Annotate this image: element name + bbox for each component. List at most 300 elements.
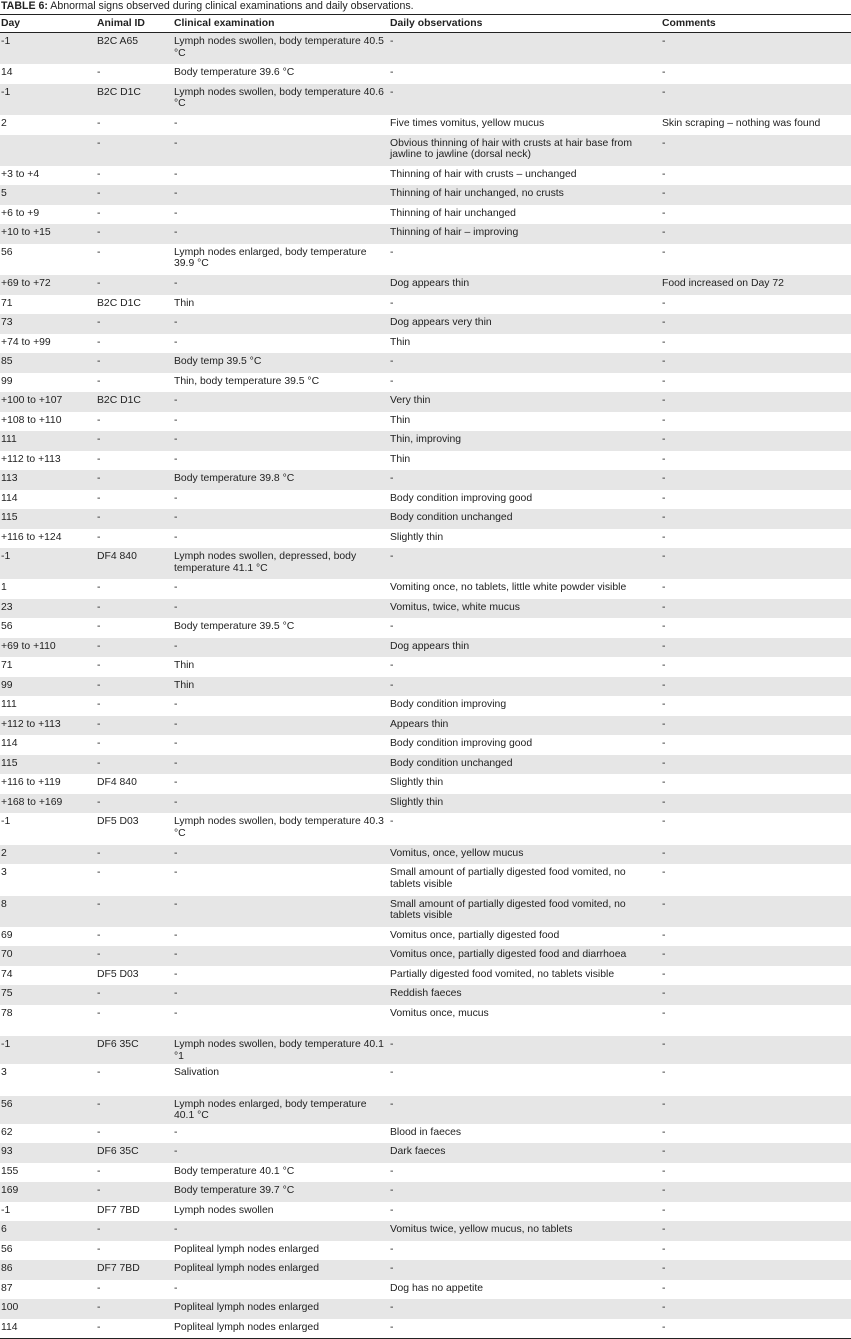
header-clinical-examination: Clinical examination [173, 15, 389, 33]
table-row [0, 896, 851, 927]
table-row [0, 295, 851, 315]
cell-animal-id: - [97, 738, 101, 750]
cell-animal-id: - [96, 135, 173, 166]
cell-day: 1 [1, 582, 7, 594]
cell-comments: - [662, 1126, 666, 1138]
cell-daily-observations: Slightly thin [390, 531, 444, 543]
table-row [0, 1280, 851, 1300]
cell-clinical-examination: Lymph nodes swollen, body temperature 40.3 °C [174, 816, 384, 840]
cell-day: 99 [1, 375, 13, 387]
cell-comments: - [662, 968, 666, 980]
cell-animal-id: - [97, 867, 101, 879]
cell-daily-observations: Thinning of hair with crusts – unchanged [390, 168, 577, 180]
table-row [0, 774, 851, 794]
cell-comments: - [662, 207, 666, 219]
cell-day: +6 to +9 [1, 207, 40, 219]
cell-comments: - [661, 845, 851, 865]
cell-animal-id: - [97, 1067, 101, 1079]
cell-day: 114 [1, 492, 18, 504]
cell-day: 3 [1, 867, 7, 879]
cell-clinical-examination: Lymph nodes enlarged, body temperature 40.1 °C [173, 1096, 389, 1124]
cell-daily-observations: - [390, 816, 394, 828]
cell-animal-id: - [96, 353, 173, 373]
cell-animal-id: - [96, 794, 173, 814]
table-row [0, 794, 851, 814]
table-row [0, 64, 851, 84]
cell-daily-observations: - [389, 1260, 661, 1280]
table-row [0, 548, 851, 579]
cell-animal-id: B2C D1C [96, 84, 173, 115]
cell-comments: - [661, 509, 851, 529]
cell-comments: - [662, 816, 666, 828]
table-row [0, 1319, 851, 1339]
cell-animal-id: - [96, 509, 173, 529]
cell-day: +3 to +4 [1, 168, 40, 180]
cell-daily-observations: Reddish faeces [389, 985, 661, 1005]
cell-comments: - [662, 453, 666, 465]
table-row [0, 657, 851, 677]
cell-daily-observations: - [389, 677, 661, 697]
cell-day: 99 [0, 677, 96, 697]
table-row [0, 1260, 851, 1280]
cell-day: +108 to +110 [1, 414, 62, 426]
cell-daily-observations: - [390, 1243, 394, 1255]
cell-daily-observations: Slightly thin [389, 794, 661, 814]
table-caption [0, 0, 851, 14]
cell-clinical-examination: Body temp 39.5 °C [173, 353, 389, 373]
cell-animal-id: - [96, 1096, 173, 1124]
header-row [0, 15, 851, 33]
cell-clinical-examination: Popliteal lymph nodes enlarged [174, 1321, 319, 1333]
cell-day: 115 [0, 509, 96, 529]
cell-daily-observations: - [390, 375, 394, 387]
cell-day: 113 [0, 470, 96, 490]
cell-daily-observations: - [389, 1036, 661, 1064]
cell-daily-observations: Thinning of hair – improving [389, 224, 661, 244]
table-row [0, 1064, 851, 1095]
table-row [0, 244, 851, 275]
table-row [0, 1241, 851, 1261]
table-row [0, 334, 851, 354]
cell-comments: - [661, 1221, 851, 1241]
cell-animal-id: - [97, 336, 101, 348]
cell-comments: - [662, 1243, 666, 1255]
cell-clinical-examination: - [174, 1007, 178, 1019]
cell-animal-id: - [96, 677, 173, 697]
cell-clinical-examination: - [174, 118, 178, 130]
cell-daily-observations: Vomitus, twice, white mucus [389, 599, 661, 619]
table-caption-label: TABLE 6: [1, 0, 48, 12]
cell-day: 3 [1, 1067, 7, 1079]
cell-clinical-examination: Body temperature 39.5 °C [174, 621, 295, 633]
cell-daily-observations: Dog appears thin [389, 638, 661, 658]
cell-animal-id: - [97, 118, 101, 130]
cell-day: 169 [0, 1182, 96, 1202]
cell-daily-observations: - [390, 1321, 394, 1333]
cell-clinical-examination: Thin [174, 297, 195, 309]
table-row [0, 677, 851, 697]
cell-clinical-examination: Thin, body temperature 39.5 °C [174, 375, 320, 387]
cell-day: 56 [1, 621, 13, 633]
cell-comments: - [662, 621, 666, 633]
cell-day: +10 to +15 [0, 224, 96, 244]
cell-clinical-examination: - [173, 314, 389, 334]
table-row [0, 224, 851, 244]
cell-day: 86 [0, 1260, 96, 1280]
table-row [0, 185, 851, 205]
cell-daily-observations: Dog appears very thin [389, 314, 661, 334]
cell-animal-id: - [96, 845, 173, 865]
cell-comments: - [661, 1036, 851, 1064]
cell-comments: - [661, 185, 851, 205]
cell-clinical-examination: Lymph nodes swollen, depressed, body temperature 41.1 °C [173, 548, 389, 579]
cell-daily-observations: - [389, 548, 661, 579]
cell-daily-observations: Five times vomitus, yellow mucus [390, 118, 545, 130]
cell-clinical-examination: - [173, 431, 389, 451]
cell-day: +74 to +99 [1, 336, 51, 348]
cell-clinical-examination: Thin [173, 677, 389, 697]
cell-comments: - [661, 677, 851, 697]
cell-daily-observations: Vomitus once, partially digested food [390, 929, 560, 941]
table-row [0, 985, 851, 1005]
cell-daily-observations: - [389, 84, 661, 115]
cell-animal-id: DF6 35C [96, 1036, 173, 1064]
cell-clinical-examination: - [174, 582, 178, 594]
cell-animal-id: - [97, 168, 101, 180]
cell-daily-observations: Appears thin [389, 716, 661, 736]
table-row [0, 966, 851, 986]
cell-day: 23 [0, 599, 96, 619]
cell-comments: - [662, 336, 666, 348]
table-row [0, 412, 851, 432]
cell-comments: - [661, 224, 851, 244]
cell-animal-id: - [97, 660, 101, 672]
cell-daily-observations: Vomitus, once, yellow mucus [389, 845, 661, 865]
cell-comments: - [662, 246, 666, 258]
cell-daily-observations: Vomitus twice, yellow mucus, no tablets [389, 1221, 661, 1241]
observations-table [0, 14, 851, 1339]
cell-comments: - [662, 699, 666, 711]
cell-daily-observations: Body condition unchanged [389, 755, 661, 775]
cell-animal-id: - [96, 638, 173, 658]
cell-clinical-examination: - [173, 985, 389, 1005]
cell-day: 56 [1, 1243, 13, 1255]
cell-day: 87 [1, 1282, 13, 1294]
cell-day [0, 135, 96, 166]
table-row [0, 275, 851, 295]
cell-daily-observations: - [389, 1096, 661, 1124]
table-row [0, 166, 851, 186]
cell-comments: - [662, 1204, 666, 1216]
cell-daily-observations: Slightly thin [390, 777, 444, 789]
cell-daily-observations: Obvious thinning of hair with crusts at hair base from jawline to jawline (dorsal neck) [389, 135, 661, 166]
cell-comments: - [662, 375, 666, 387]
cell-day: 62 [1, 1126, 13, 1138]
cell-animal-id: - [97, 453, 101, 465]
cell-clinical-examination: - [173, 794, 389, 814]
cell-clinical-examination: Body temperature 39.7 °C [173, 1182, 389, 1202]
cell-clinical-examination: - [174, 777, 178, 789]
table-header [0, 15, 851, 33]
cell-clinical-examination: - [173, 135, 389, 166]
cell-animal-id: - [97, 531, 101, 543]
cell-comments: - [662, 1282, 666, 1294]
cell-daily-observations: Small amount of partially digested food vomited, no tablets visible [390, 867, 626, 890]
cell-daily-observations: Vomiting once, no tablets, little white powder visible [390, 582, 627, 594]
cell-day: +116 to +124 [1, 531, 62, 543]
cell-daily-observations: Thin, improving [389, 431, 661, 451]
cell-comments: - [661, 548, 851, 579]
cell-daily-observations: Body condition improving good [390, 492, 533, 504]
cell-day: +69 to +110 [0, 638, 96, 658]
cell-clinical-examination: - [173, 638, 389, 658]
table-row [0, 509, 851, 529]
cell-animal-id: - [97, 929, 101, 941]
table-row [0, 1096, 851, 1124]
cell-day: +100 to +107 [0, 392, 96, 412]
cell-clinical-examination: - [174, 1282, 178, 1294]
cell-daily-observations: - [389, 470, 661, 490]
table-row [0, 529, 851, 549]
table-row [0, 579, 851, 599]
cell-day: 114 [1, 1321, 18, 1333]
cell-day: 70 [0, 946, 96, 966]
cell-day: 56 [0, 1096, 96, 1124]
cell-animal-id: - [96, 431, 173, 451]
cell-day: 2 [1, 118, 7, 130]
cell-clinical-examination: Body temperature 39.8 °C [173, 470, 389, 490]
cell-day: +112 to +113 [0, 716, 96, 736]
cell-clinical-examination: - [173, 275, 389, 295]
cell-day: 6 [0, 1221, 96, 1241]
cell-clinical-examination: - [173, 896, 389, 927]
table-row [0, 1005, 851, 1036]
cell-animal-id: DF4 840 [96, 548, 173, 579]
cell-animal-id: - [96, 1299, 173, 1319]
cell-daily-observations: Thin [390, 414, 411, 426]
cell-day: +116 to +119 [1, 777, 61, 789]
cell-comments: - [662, 660, 666, 672]
cell-clinical-examination: Body temperature 40.1 °C [174, 1165, 295, 1177]
table-row [0, 1143, 851, 1163]
cell-daily-observations: - [390, 246, 394, 258]
cell-comments: - [662, 1007, 666, 1019]
cell-clinical-examination: - [174, 1126, 178, 1138]
cell-day: 2 [0, 845, 96, 865]
cell-day: 85 [0, 353, 96, 373]
table-row [0, 716, 851, 736]
cell-clinical-examination: - [173, 509, 389, 529]
cell-animal-id: - [96, 896, 173, 927]
cell-animal-id: - [96, 185, 173, 205]
cell-daily-observations: Dog has no appetite [390, 1282, 484, 1294]
cell-day: -1 [0, 548, 96, 579]
cell-day: -1 [1, 816, 11, 828]
cell-comments: - [662, 582, 666, 594]
cell-daily-observations: Dark faeces [389, 1143, 661, 1163]
table-row [0, 392, 851, 412]
cell-comments: - [662, 414, 666, 426]
cell-comments: - [662, 531, 666, 543]
cell-clinical-examination: Thin [174, 660, 195, 672]
table-row [0, 1124, 851, 1144]
cell-animal-id: - [97, 1165, 101, 1177]
cell-animal-id: - [97, 582, 101, 594]
cell-clinical-examination: - [173, 716, 389, 736]
cell-day: 74 [1, 968, 13, 980]
cell-clinical-examination: - [174, 531, 178, 543]
table-caption-text: Abnormal signs observed during clinical examinations and daily observations. [47, 0, 414, 12]
cell-clinical-examination: - [173, 224, 389, 244]
cell-daily-observations: - [390, 1204, 394, 1216]
cell-animal-id: - [97, 621, 101, 633]
table-row [0, 470, 851, 490]
table-row [0, 813, 851, 844]
cell-animal-id: - [96, 275, 173, 295]
table-row [0, 115, 851, 135]
cell-animal-id: B2C A65 [96, 33, 173, 65]
cell-animal-id: - [97, 1007, 101, 1019]
table-row [0, 1036, 851, 1064]
cell-animal-id: - [96, 599, 173, 619]
cell-day: -1 [0, 84, 96, 115]
cell-clinical-examination: Popliteal lymph nodes enlarged [173, 1260, 389, 1280]
cell-animal-id: DF5 D03 [97, 968, 139, 980]
cell-comments: - [662, 67, 666, 79]
cell-clinical-examination: Lymph nodes swollen [174, 1204, 274, 1216]
cell-clinical-examination: Salivation [174, 1067, 220, 1079]
cell-daily-observations: Thinning of hair unchanged [390, 207, 516, 219]
cell-daily-observations: - [389, 1182, 661, 1202]
cell-day: 71 [1, 297, 13, 309]
cell-animal-id: - [97, 699, 101, 711]
cell-daily-observations: Body condition unchanged [389, 509, 661, 529]
cell-comments: - [662, 777, 666, 789]
table-row [0, 618, 851, 638]
cell-comments: - [661, 84, 851, 115]
cell-clinical-examination: - [174, 168, 178, 180]
cell-daily-observations: - [390, 621, 394, 633]
cell-clinical-examination: - [173, 755, 389, 775]
table-row [0, 431, 851, 451]
cell-comments: - [661, 755, 851, 775]
cell-daily-observations: - [389, 33, 661, 65]
cell-comments: - [662, 1165, 666, 1177]
cell-comments: Food increased on Day 72 [661, 275, 851, 295]
cell-daily-observations: - [390, 1165, 394, 1177]
cell-comments: - [662, 867, 666, 879]
cell-comments: - [661, 135, 851, 166]
cell-clinical-examination: - [173, 1221, 389, 1241]
cell-clinical-examination: - [173, 1143, 389, 1163]
cell-animal-id: - [97, 414, 101, 426]
cell-day: -1 [0, 33, 96, 65]
cell-day: 71 [1, 660, 13, 672]
cell-clinical-examination: Body temperature 39.6 °C [174, 67, 295, 79]
cell-animal-id: DF5 D03 [97, 816, 139, 828]
cell-daily-observations: Blood in faeces [390, 1126, 462, 1138]
cell-animal-id: DF7 7BD [97, 1204, 140, 1216]
header-daily-observations: Daily observations [389, 15, 661, 33]
cell-comments: - [661, 470, 851, 490]
cell-day: 14 [1, 67, 13, 79]
table-row [0, 1299, 851, 1319]
cell-daily-observations: Thinning of hair unchanged, no crusts [389, 185, 661, 205]
table-row [0, 451, 851, 471]
cell-animal-id: - [96, 1221, 173, 1241]
cell-animal-id: B2C D1C [96, 392, 173, 412]
cell-clinical-examination: - [173, 599, 389, 619]
cell-day: 111 [0, 431, 96, 451]
cell-comments: - [662, 168, 666, 180]
table-row [0, 314, 851, 334]
cell-clinical-examination: - [173, 185, 389, 205]
cell-animal-id: - [97, 375, 101, 387]
table-row [0, 755, 851, 775]
cell-daily-observations: - [389, 1299, 661, 1319]
cell-comments: - [661, 716, 851, 736]
cell-animal-id: DF4 840 [97, 777, 137, 789]
cell-animal-id: - [97, 246, 101, 258]
cell-comments: - [661, 946, 851, 966]
cell-day: 56 [1, 246, 13, 258]
cell-clinical-examination: Lymph nodes swollen, body temperature 40.1 °1 [173, 1036, 389, 1064]
cell-day: 5 [0, 185, 96, 205]
cell-animal-id: B2C D1C [97, 297, 141, 309]
cell-day: 78 [1, 1007, 13, 1019]
cell-clinical-examination: - [174, 867, 178, 879]
table-body [0, 33, 851, 1339]
cell-comments: - [661, 314, 851, 334]
cell-clinical-examination: - [174, 929, 178, 941]
cell-daily-observations: Very thin [389, 392, 661, 412]
cell-comments: - [661, 392, 851, 412]
cell-clinical-examination: - [173, 845, 389, 865]
cell-animal-id: - [97, 492, 101, 504]
cell-daily-observations: Thin [390, 453, 411, 465]
cell-clinical-examination: - [174, 738, 178, 750]
table-row [0, 1182, 851, 1202]
table-row [0, 135, 851, 166]
cell-clinical-examination: Lymph nodes enlarged, body temperature 39.9 °C [174, 246, 367, 270]
cell-comments: - [662, 297, 666, 309]
cell-comments: Skin scraping – nothing was found [662, 118, 821, 130]
cell-comments: - [661, 1299, 851, 1319]
cell-day: 100 [0, 1299, 96, 1319]
table-row [0, 845, 851, 865]
cell-daily-observations: Body condition improving good [390, 738, 533, 750]
cell-comments: - [661, 985, 851, 1005]
cell-day: 75 [0, 985, 96, 1005]
table-row [0, 696, 851, 716]
header-animal-id: Animal ID [96, 15, 173, 33]
cell-clinical-examination: - [173, 392, 389, 412]
cell-daily-observations: - [390, 1067, 394, 1079]
cell-animal-id: - [96, 716, 173, 736]
table-row [0, 927, 851, 947]
cell-comments: - [661, 353, 851, 373]
table-row [0, 1202, 851, 1222]
cell-animal-id: - [97, 1282, 101, 1294]
cell-animal-id: - [97, 1243, 101, 1255]
cell-clinical-examination: - [174, 492, 178, 504]
cell-daily-observations: Thin [390, 336, 411, 348]
cell-clinical-examination: - [174, 414, 178, 426]
cell-daily-observations: Body condition improving [390, 699, 507, 711]
table-row [0, 490, 851, 510]
cell-day: 111 [1, 699, 17, 711]
table-row [0, 84, 851, 115]
